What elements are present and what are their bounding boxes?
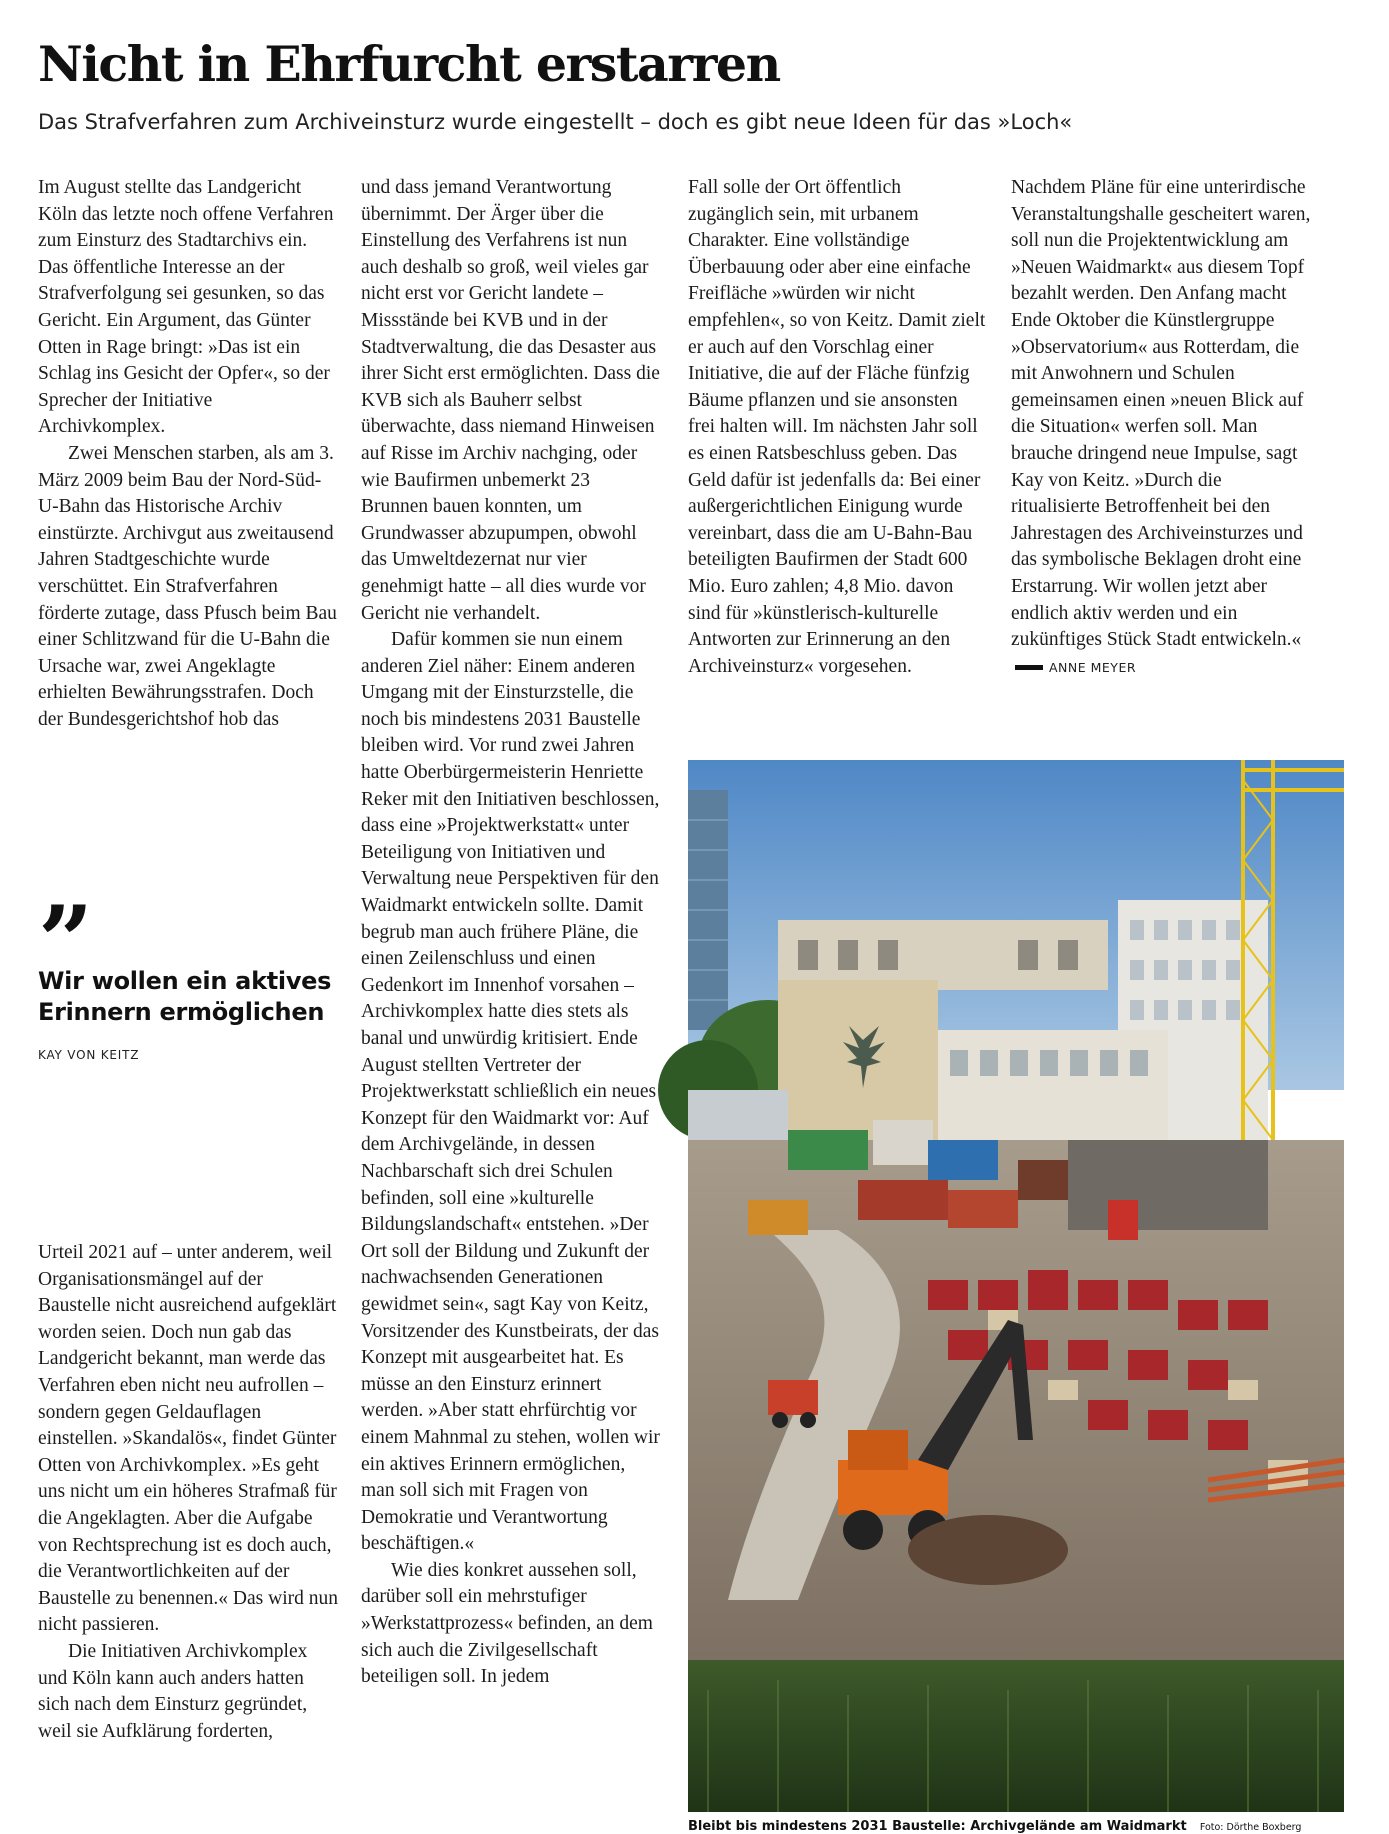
subheadline: Das Strafverfahren zum Archiveinsturz wurde eingestellt – doch es gibt neue Ideen für das »Loch« <box>38 110 1073 134</box>
dirt-pile <box>908 1515 1068 1585</box>
paragraph: Urteil 2021 auf – unter anderem, weil Organisationsmängel auf der Baustelle nicht ausreichend aufgeklärt worden seien. Doch nun gab das Landgericht bekannt, man werde das Verfahren eben nicht neu aufrollen – sondern gegen Geldauflagen einstellen. »Skandalös«, findet Günter Otten von Archivkomplex. »Es geht uns nicht um ein höheres Strafmaß für die Angeklagten. Aber die Aufgabe von Rechtsprechung ist es doch auch, die Verantwortlichkeiten auf der Baustelle zu benennen.« Das wird nun nicht passieren. <box>38 1242 339 1636</box>
column-1-bottom <box>38 1240 338 1745</box>
paragraph: Fall solle der Ort öffentlich zugänglich sein, mit urbanem Charakter. Eine vollständige Überbauung oder aber eine einfache Freifläche »würden wir nicht empfehlen«, so von Keitz. Damit zielt er auch auf den Vorschlag einer Initiative, die auf der Fläche fünfzig Bäume pflanzen und sie ansonsten frei halten will. Im nächsten Jahr soll es einen Ratsbeschluss geben. Das Geld dafür ist jedenfalls da: Bei einer außergerichtlichen Einigung wurde vereinbart, dass die am U-Bahn-Bau beteiligten Baufirmen der Stadt 600 Mio. Euro zahlen; 4,8 Mio. davon sind für »künstlerisch-kulturelle Antworten zur Erinnerung an den Archiveinsturz« vorgesehen. <box>688 177 986 677</box>
paragraph: Wie dies konkret aussehen soll, darüber soll ein mehrstufiger »Werkstattprozess« befinden, an dem sich auch die Zivilgesellschaft beteiligen soll. In jedem <box>361 1559 653 1688</box>
paragraph: Die Initiativen Archivkomplex und Köln kann auch anders hatten sich nach dem Einsturz gegründet, weil sie Aufklärung forderten, <box>38 1640 308 1742</box>
column-2 <box>361 175 661 1691</box>
paragraph <box>1011 175 1311 681</box>
column-1-top <box>38 175 338 733</box>
byline: ANNE MEYER <box>1049 659 1137 675</box>
quote-mark: ” <box>38 885 90 998</box>
paragraph: und dass jemand Verantwortung übernimmt. Der Ärger über die Einstellung des Verfahrens ist nun auch deshalb so groß, weil vieles gar nicht erst vor Gericht landete – Missstände bei KVB und in der Stadtverwaltung, die das Desaster aus ihrer Sicht erst ermöglichten. Dass die KVB sich als Bauherr selbst überwachte, dass niemand Hinweisen auf Risse im Archiv nachging, oder wie Baufirmen unbemerkt 23 Brunnen bauen konnten, um Grundwasser abzupumpen, obwohl das Umweltdezernat nur vier genehmigt hatte – all dies wurde vor Gericht nie verhandelt. <box>361 177 660 624</box>
pull-quote <box>38 885 338 1062</box>
paragraph-text: Nachdem Pläne für eine unterirdische Veranstaltungshalle gescheitert waren, soll nun die Projektentwicklung am »Neuen Waidmarkt« aus diesem Topf bezahlt werden. Den Anfang macht Ende Oktober die Künstlergruppe »Observatorium« aus Rotterdam, die mit Anwohnern und Schulen gemeinsamen einen »neuen Blick auf die Situation« werfen soll. Man brauche dringend neue Impulse, sagt Kay von Keitz. »Durch die ritualisierte Betroffenheit bei den Jahrestagen des Archiveinsturzes und das symbolische Beklagen droht eine Erstarrung. Wir wollen jetzt aber endlich aktiv werden und ein zukünftiges Stück Stadt entwickeln.« <box>1011 177 1311 651</box>
construction-site-photo <box>688 760 1344 1812</box>
pull-quote-text: Wir wollen ein aktives Erinnern ermöglichen <box>38 967 332 1026</box>
caption-text: Bleibt bis mindestens 2031 Baustelle: Archivgelände am Waidmarkt <box>688 1819 1187 1834</box>
photo-credit: Foto: Dörthe Boxberg <box>1199 1822 1302 1833</box>
paragraph: Im August stellte das Landgericht Köln das letzte noch offene Verfahren zum Einsturz des Stadtarchivs ein. Das öffentliche Interesse an der Strafverfolgung sei gesunken, so das Gericht. Ein Argument, das Günter Otten in Rage bringt: »Das ist ein Schlag ins Gesicht der Opfer«, so der Sprecher der Initiative Archivkomplex. <box>38 177 334 438</box>
headline: Nicht in Ehrfurcht erstarren <box>38 35 780 93</box>
column-4 <box>1011 175 1311 681</box>
pull-quote-author: KAY VON KEITZ <box>38 1048 140 1062</box>
end-mark <box>1015 665 1043 670</box>
paragraph: Zwei Menschen starben, als am 3. März 2009 beim Bau der Nord-Süd-U-Bahn das Historische Archiv einstürzte. Archivgut aus zweitausend Jahren Stadtgeschichte wurde verschüttet. Ein Strafverfahren förderte zutage, dass Pfusch beim Bau einer Schlitzwand für die U-Bahn die Ursache war, zwei Angeklagte erhielten Bewährungsstrafen. Doch der Bundesgerichtshof hob das <box>38 442 337 730</box>
column-3 <box>688 175 988 680</box>
grass-foreground <box>688 1660 1344 1812</box>
paragraph: Dafür kommen sie nun einem anderen Ziel näher: Einem anderen Umgang mit der Einsturzstelle, die noch bis mindestens 2031 Baustelle bleiben wird. Vor rund zwei Jahren hatte Oberbürgermeisterin Henriette Reker mit den Initiativen beschlossen, dass eine »Projektwerkstatt« unter Beteiligung von Initiativen und Verwaltung neue Perspektiven für den Waidmarkt entwickeln sollte. Damit begrub man auch frühere Pläne, die einen Zeilenschluss und einen Gedenkort im Innenhof vorsahen – Archivkomplex hatte dies stets als banal und unwürdig kritisiert. Ende August stellten Vertreter der Projektwerkstatt schließlich ein neues Konzept für den Waidmarkt vor: Auf dem Archivgelände, in dessen Nachbarschaft sich drei Schulen befinden, soll eine »kulturelle Bildungslandschaft« entstehen. »Der Ort soll der Bildung und Zukunft der nachwachsenden Generationen gewidmet sein«, sagt Kay von Keitz, Vorsitzender des Kunstbeirats, der das Konzept mit ausgearbeitet hat. Es müsse an den Einsturz erinnert werden. »Aber statt ehrfürchtig vor einem Mahnmal zu stehen, wollen wir ein aktives Erinnern ermöglichen, man soll sich mit Fragen von Demokratie und Verantwortung beschäftigen.« <box>361 629 660 1555</box>
photo-caption <box>688 1815 1378 1834</box>
